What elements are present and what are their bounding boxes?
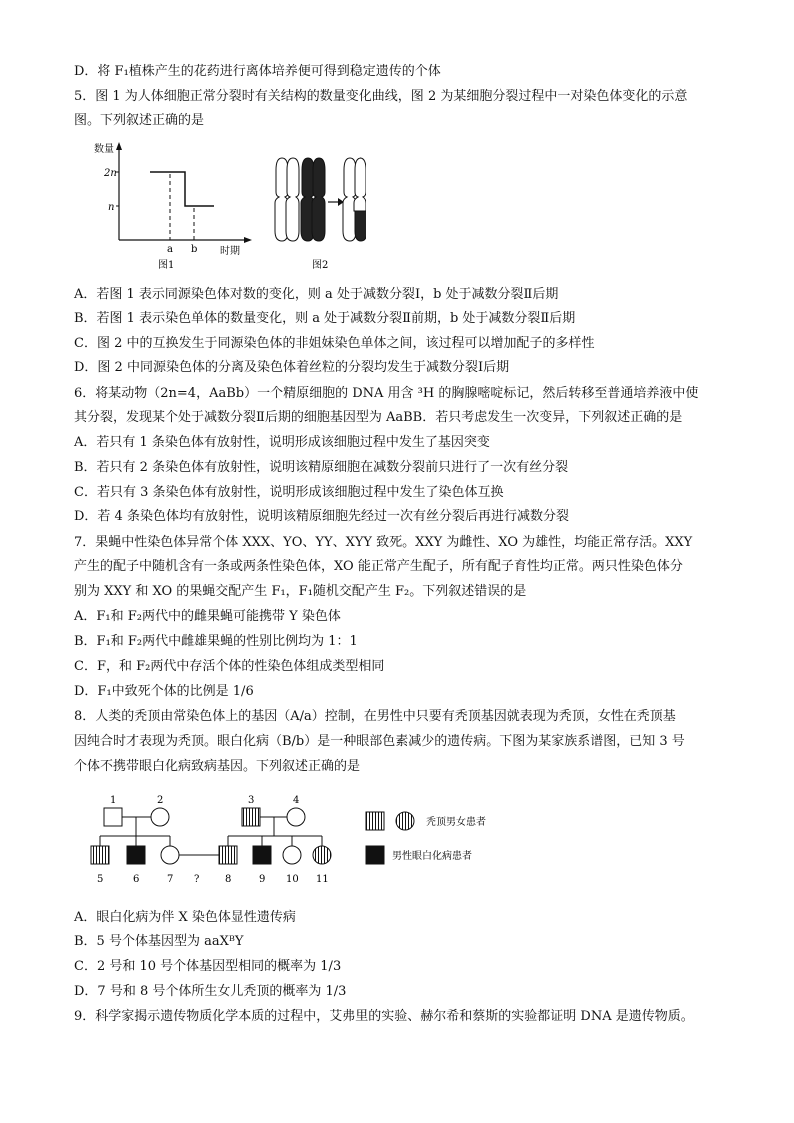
- option-line: B．若图 1 表示染色单体的数量变化，则 a 处于减数分裂Ⅱ前期，b 处于减数分裂Ⅱ后期: [74, 311, 576, 326]
- question-line: 产生的配子中随机含有一条或两条性染色体，XO 能正常产生配子，所有配子育性均正常。两只性染色体分: [74, 559, 683, 574]
- fig1-ylabel: 数量: [94, 144, 114, 155]
- fig1-tick-b: b: [191, 244, 198, 255]
- legend-bald: 秃顶男女患者: [426, 817, 486, 828]
- pedigree-number: 10: [286, 874, 299, 885]
- question-line: 7．果蝇中性染色体异常个体 XXX、YO、YY、XYY 致死。XXY 为雌性、XO 为雄性，均能正常存活。XXY: [74, 535, 693, 550]
- option-line: D．F₁中致死个体的比例是 1/6: [74, 684, 254, 699]
- question-line: 个体不携带眼白化病致病基因。下列叙述正确的是: [74, 759, 361, 774]
- pedigree-number: 3: [248, 795, 255, 806]
- pedigree-number: 1: [110, 795, 117, 806]
- fig2-caption: 图2: [312, 260, 329, 271]
- question-line: 图。下列叙述正确的是: [74, 113, 205, 128]
- question-line: 别为 XXY 和 XO 的果蝇交配产生 F₁，F₁随机交配产生 F₂。下列叙述错误的是: [74, 584, 527, 599]
- pedigree-number: 4: [293, 795, 300, 806]
- question-line: 6．将某动物（2n=4，AaBb）一个精原细胞的 DNA 用含 ³H 的胸腺嘧啶标记，然后转移至普通培养液中使: [74, 386, 699, 401]
- option-line: B．5 号个体基因型为 aaXᴮY: [74, 934, 244, 949]
- pedigree-number: 2: [157, 795, 164, 806]
- chromosome-pair-after: [343, 158, 366, 241]
- pedigree-number: 6: [133, 874, 140, 885]
- pedigree-number: 7: [167, 874, 174, 885]
- option-line: C．2 号和 10 号个体基因型相同的概率为 1/3: [74, 959, 342, 974]
- question-line: 因纯合时才表现为秃顶。眼白化病（B/b）是一种眼部色素减少的遗传病。下图为某家族系谱图，已知 3 号: [74, 734, 685, 749]
- option-line: D．图 2 中同源染色体的分离及染色体着丝粒的分裂均发生于减数分裂Ⅰ后期: [74, 360, 510, 375]
- fig1-caption: 图1: [158, 260, 175, 271]
- option-line: B．F₁和 F₂两代中雌雄果蝇的性别比例均为 1：1: [74, 634, 358, 649]
- pedigree-number: ?: [194, 874, 200, 885]
- fig1-tick-2n: 2n: [104, 168, 117, 179]
- pedigree-chart: [86, 790, 516, 898]
- figure-1-2: [86, 138, 366, 274]
- option-line: D．若 4 条染色体均有放射性，说明该精原细胞先经过一次有丝分裂后再进行减数分裂: [74, 509, 569, 524]
- question-line: D．将 F₁植株产生的花药进行离体培养便可得到稳定遗传的个体: [74, 64, 441, 79]
- option-line: B．若只有 2 条染色体有放射性，说明该精原细胞在减数分裂前只进行了一次有丝分裂: [74, 460, 569, 475]
- option-line: A．F₁和 F₂两代中的雌果蝇可能携带 Y 染色体: [74, 609, 341, 624]
- question-line: 8．人类的秃顶由常染色体上的基因（A/a）控制，在男性中只要有秃顶基因就表现为秃顶，女性在秃顶基: [74, 709, 676, 724]
- fig1-tick-a: a: [167, 244, 173, 255]
- pedigree-number: 11: [316, 874, 329, 885]
- pedigree-number: 5: [97, 874, 104, 885]
- option-line: C．F，和 F₂两代中存活个体的性染色体组成类型相同: [74, 659, 385, 674]
- legend-albino: 男性眼白化病患者: [392, 851, 472, 862]
- question-line: 其分裂，发现某个处于减数分裂Ⅱ后期的细胞基因型为 AaBB．若只考虑发生一次变异，下列叙述正确的是: [74, 410, 683, 425]
- pedigree-number: 9: [259, 874, 266, 885]
- pedigree-number: 8: [225, 874, 232, 885]
- fig1-tick-n: n: [108, 202, 115, 213]
- fig1-xlabel: 时期: [220, 246, 240, 257]
- option-line: C．图 2 中的互换发生于同源染色体的非姐妹染色单体之间，该过程可以增加配子的多样性: [74, 336, 595, 351]
- chromosome-pair-before: [275, 158, 325, 241]
- option-line: A．若只有 1 条染色体有放射性，说明形成该细胞过程中发生了基因突变: [74, 435, 490, 450]
- question-line: 9．科学家揭示遗传物质化学本质的过程中，艾弗里的实验、赫尔希和蔡斯的实验都证明 DNA 是遗传物质。: [74, 1009, 694, 1024]
- option-line: C．若只有 3 条染色体有放射性，说明形成该细胞过程中发生了染色体互换: [74, 485, 504, 500]
- option-line: A．若图 1 表示同源染色体对数的变化，则 a 处于减数分裂Ⅰ，b 处于减数分裂Ⅱ后期: [74, 287, 559, 302]
- question-line: 5．图 1 为人体细胞正常分裂时有关结构的数量变化曲线，图 2 为某细胞分裂过程中一对染色体变化的示意: [74, 89, 688, 104]
- option-line: D．7 号和 8 号个体所生女儿秃顶的概率为 1/3: [74, 984, 347, 999]
- option-line: A．眼白化病为伴 X 染色体显性遗传病: [74, 910, 296, 925]
